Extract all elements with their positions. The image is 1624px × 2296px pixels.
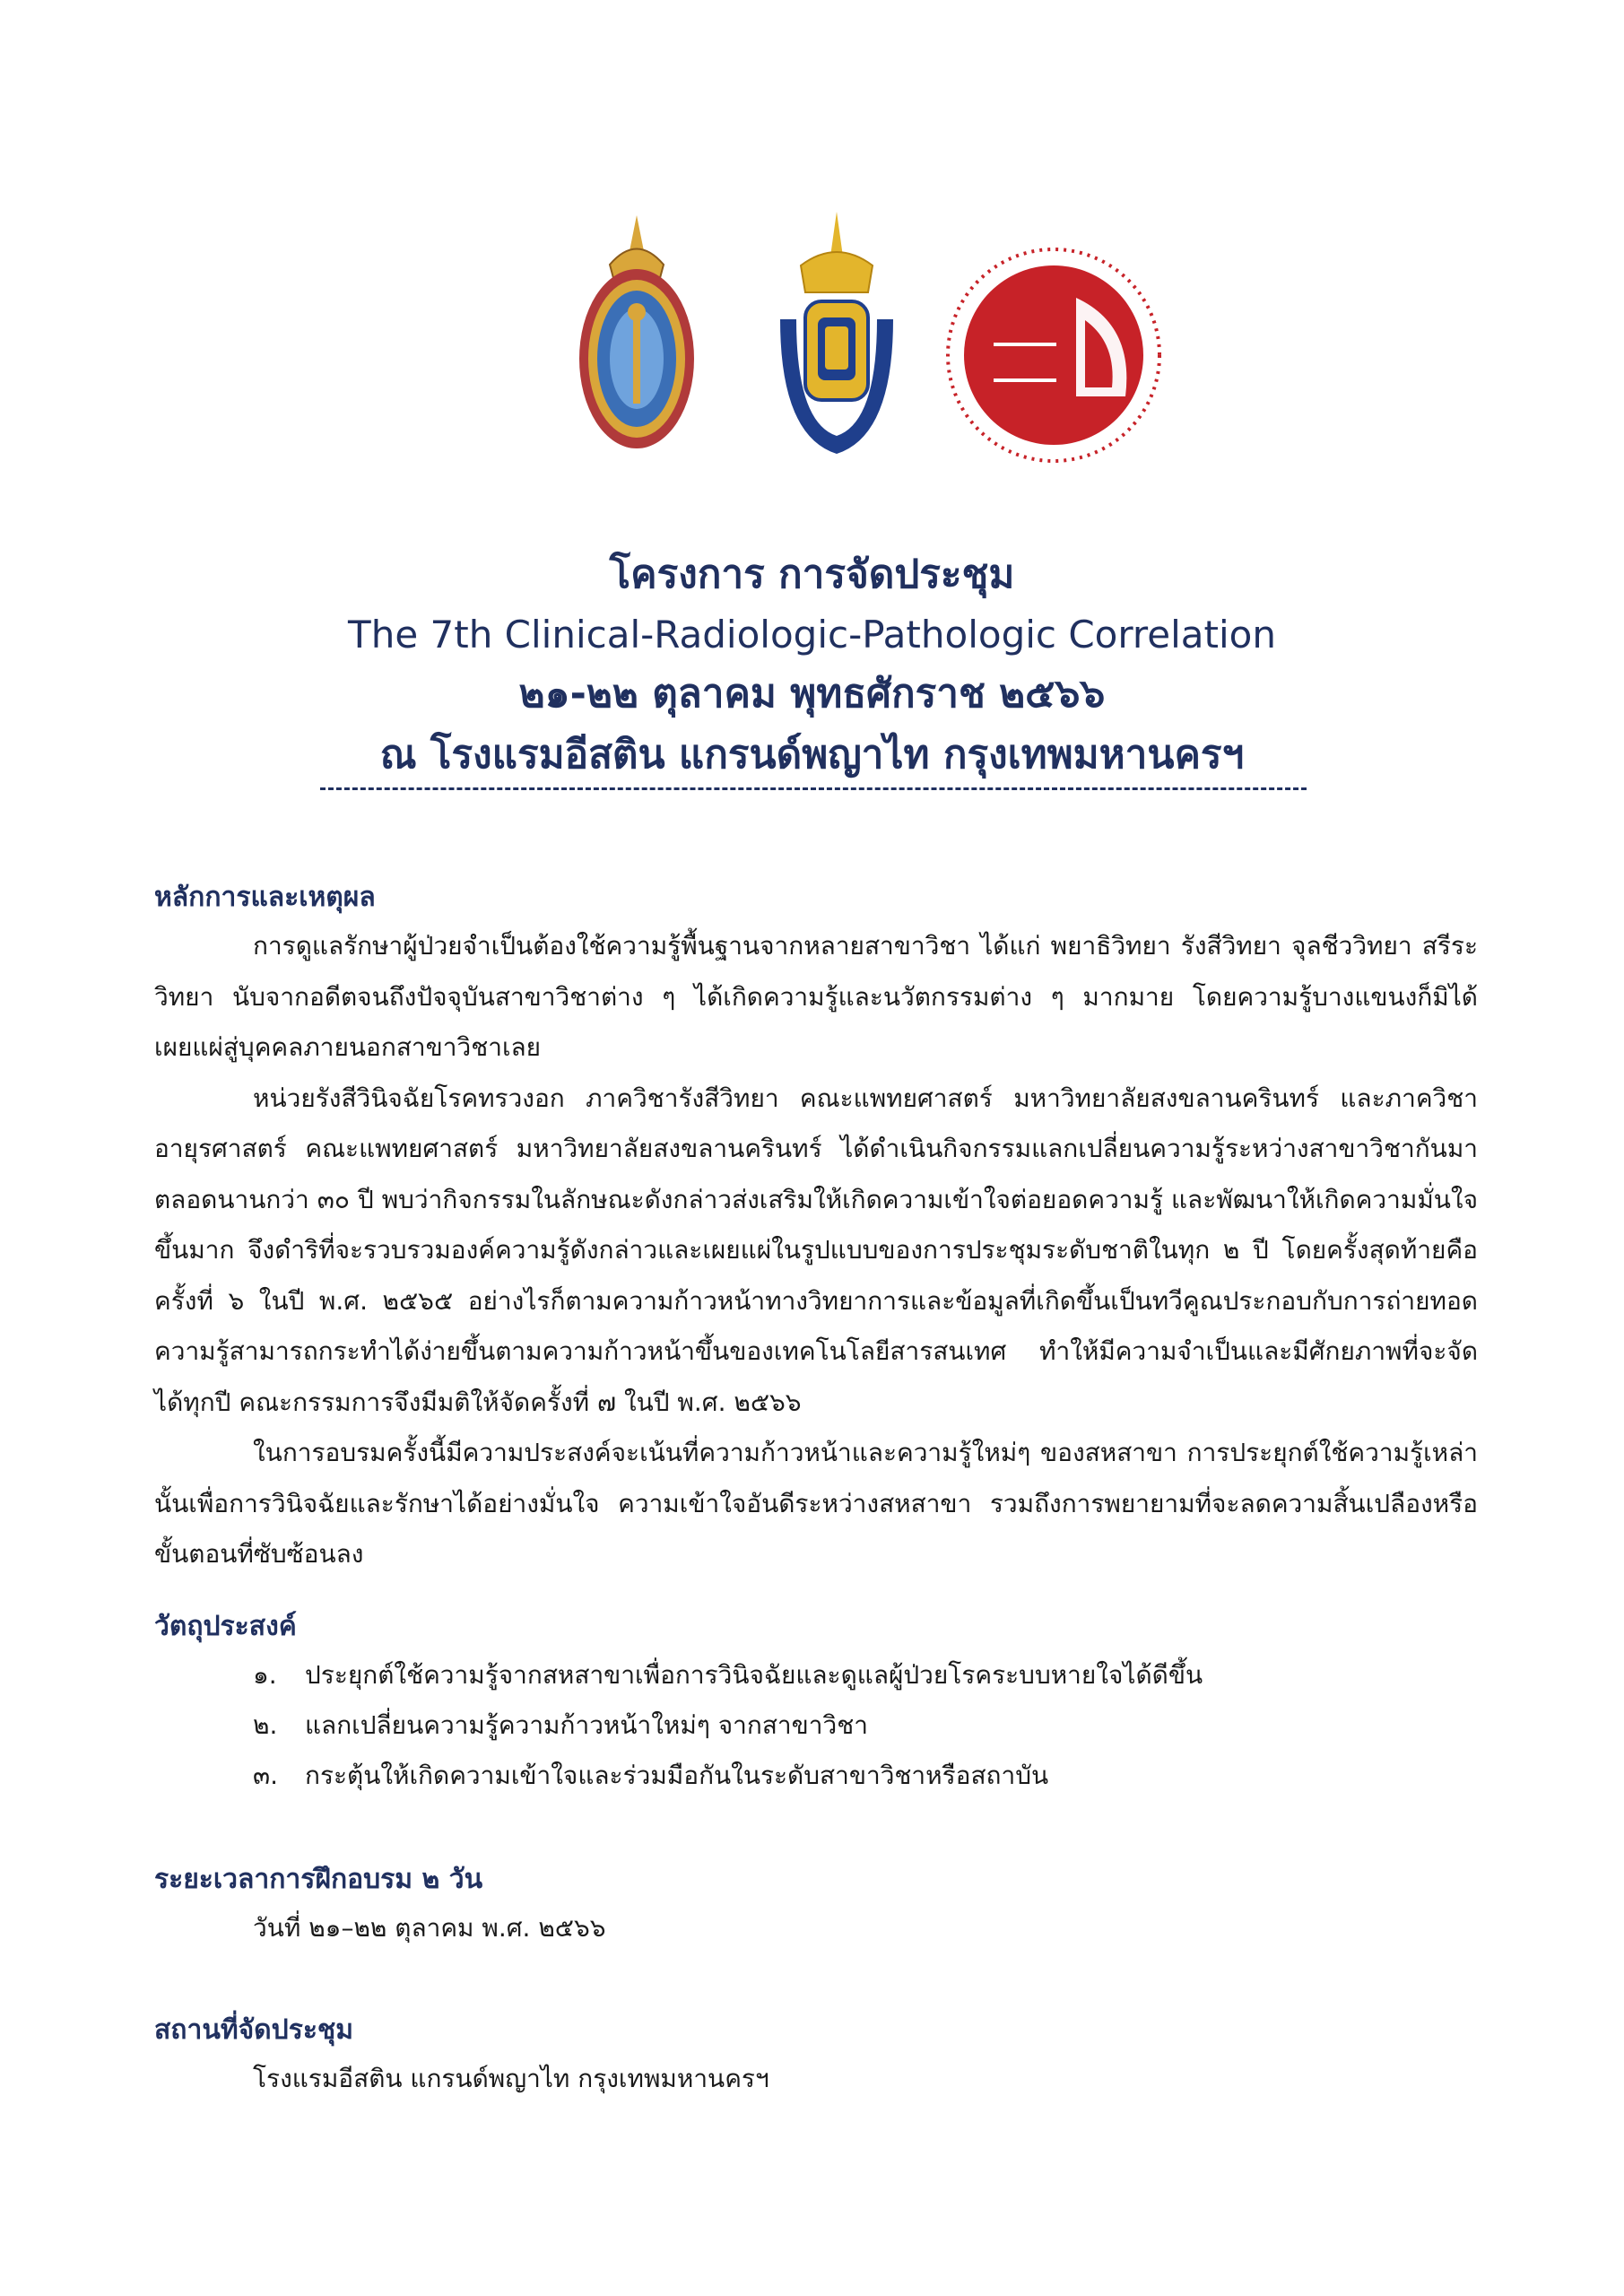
objective-text: แลกเปลี่ยนความรู้ความก้าวหน้าใหม่ๆ จากสาขาวิชา bbox=[305, 1710, 868, 1740]
conference-dates: ๒๑-๒๒ ตุลาคม พุทธศักราช ๒๕๖๖ bbox=[518, 671, 1106, 717]
objective-text: ประยุกต์ใช้ความรู้จากสหสาขาเพื่อการวินิจฉัยและดูแลผู้ป่วยโรคระบบหายใจได้ดีขึ้น bbox=[305, 1660, 1203, 1690]
objective-number: ๒. bbox=[253, 1710, 278, 1740]
royal-college-seal-logo bbox=[574, 215, 699, 457]
forld-foundation-logo bbox=[942, 244, 1166, 466]
dashed-divider bbox=[320, 787, 1307, 790]
duration-dates: วันที่ ๒๑–๒๒ ตุลาคม พ.ศ. ๒๕๖๖ bbox=[253, 1913, 606, 1943]
objective-number: ๓. bbox=[253, 1761, 279, 1790]
rationale-paragraph-1: การดูแลรักษาผู้ป่วยจำเป็นต้องใช้ความรู้พื้นฐานจากหลายสาขาวิชา ได้แก่ พยาธิวิทยา รังสีวิทยา จุลชีววิทยา สรีระวิทยา นับจากอดีตจนถึงปัจจุบันสาขาวิชาต่าง ๆ ได้เกิดความรู้และนวัตกรรมต่าง ๆ มากมาย โดยความรู้บางแขนงก็มิได้เผยแผ่สู่บุคคลภายนอกสาขาวิชาเลย bbox=[154, 931, 1478, 1062]
objectives-list bbox=[154, 1650, 1478, 1801]
conference-venue-title: ณ โรงแรมอีสติน แกรนด์พญาไท กรุงเทพมหานครฯ bbox=[379, 732, 1245, 778]
rationale-section bbox=[154, 874, 1478, 1580]
objective-item-2 bbox=[154, 1700, 1478, 1751]
objectives-section bbox=[154, 1604, 1478, 1801]
conference-name: The 7th Clinical-Radiologic-Pathologic Correlation bbox=[348, 613, 1276, 657]
objective-item-3 bbox=[154, 1751, 1478, 1801]
objective-number: ๑. bbox=[253, 1660, 277, 1690]
project-title: โครงการ การจัดประชุม bbox=[609, 552, 1015, 597]
objectives-heading: วัตถุประสงค์ bbox=[154, 1611, 297, 1642]
rationale-paragraph-3: ในการอบรมครั้งนี้มีความประสงค์จะเน้นที่ความก้าวหน้าและความรู้ใหม่ๆ ของสหสาขา การประยุกต์ใช้ความรู้เหล่านั้นเพื่อการวินิจฉัยและรักษาได้อย่างมั่นใจ ความเข้าใจอันดีระหว่างสหสาขา รวมถึงการพยายามที่จะลดความสิ้นเปลืองหรือขั้นตอนที่ซับซ้อนลง bbox=[154, 1438, 1478, 1569]
venue-section bbox=[154, 2007, 1478, 2104]
faculty-of-medicine-emblem-logo bbox=[769, 212, 904, 481]
venue-name: โรงแรมอีสติน แกรนด์พญาไท กรุงเทพมหานครฯ bbox=[253, 2064, 769, 2093]
venue-heading: สถานที่จัดประชุม bbox=[154, 2014, 354, 2046]
logo-row bbox=[0, 215, 1624, 484]
objective-item-1 bbox=[154, 1650, 1478, 1700]
objective-text: กระตุ้นให้เกิดความเข้าใจและร่วมมือกันในระดับสาขาวิชาหรือสถาบัน bbox=[305, 1761, 1049, 1790]
duration-heading: ระยะเวลาการฝึกอบรม ๒ วัน bbox=[154, 1864, 483, 1895]
rationale-heading: หลักการและเหตุผล bbox=[154, 882, 376, 913]
rationale-paragraph-2: หน่วยรังสีวินิจฉัยโรคทรวงอก ภาควิชารังสีวิทยา คณะแพทยศาสตร์ มหาวิทยาลัยสงขลานครินทร์ และภาควิชาอายุรศาสตร์ คณะแพทยศาสตร์ มหาวิทยาลัยสงขลานครินทร์ ได้ดำเนินกิจกรรมแลกเปลี่ยนความรู้ระหว่างสาขาวิชากันมาตลอดนานกว่า ๓๐ ปี พบว่ากิจกรรมในลักษณะดังกล่าวส่งเสริมให้เกิดความเข้าใจต่อยอดความรู้ และพัฒนาให้เกิดความมั่นใจขึ้นมาก จึงดำริที่จะรวบรวมองค์ความรู้ดังกล่าวและเผยแผ่ในรูปแบบของการประชุมระดับชาติในทุก ๒ ปี โดยครั้งสุดท้ายคือครั้งที่ ๖ ในปี พ.ศ. ๒๕๖๕ อย่างไรก็ตามความก้าวหน้าทางวิทยาการและข้อมูลที่เกิดขึ้นเป็นทวีคูณประกอบกับการถ่ายทอดความรู้สามารถกระทำได้ง่ายขึ้นตามความก้าวหน้าขึ้นของเทคโนโลยีสารสนเทศ ทำให้มีความจำเป็นและมีศักยภาพที่จะจัดได้ทุกปี คณะกรรมการจึงมีมติให้จัดครั้งที่ ๗ ในปี พ.ศ. ๒๕๖๖ bbox=[154, 1083, 1478, 1417]
duration-section bbox=[154, 1857, 1478, 1953]
